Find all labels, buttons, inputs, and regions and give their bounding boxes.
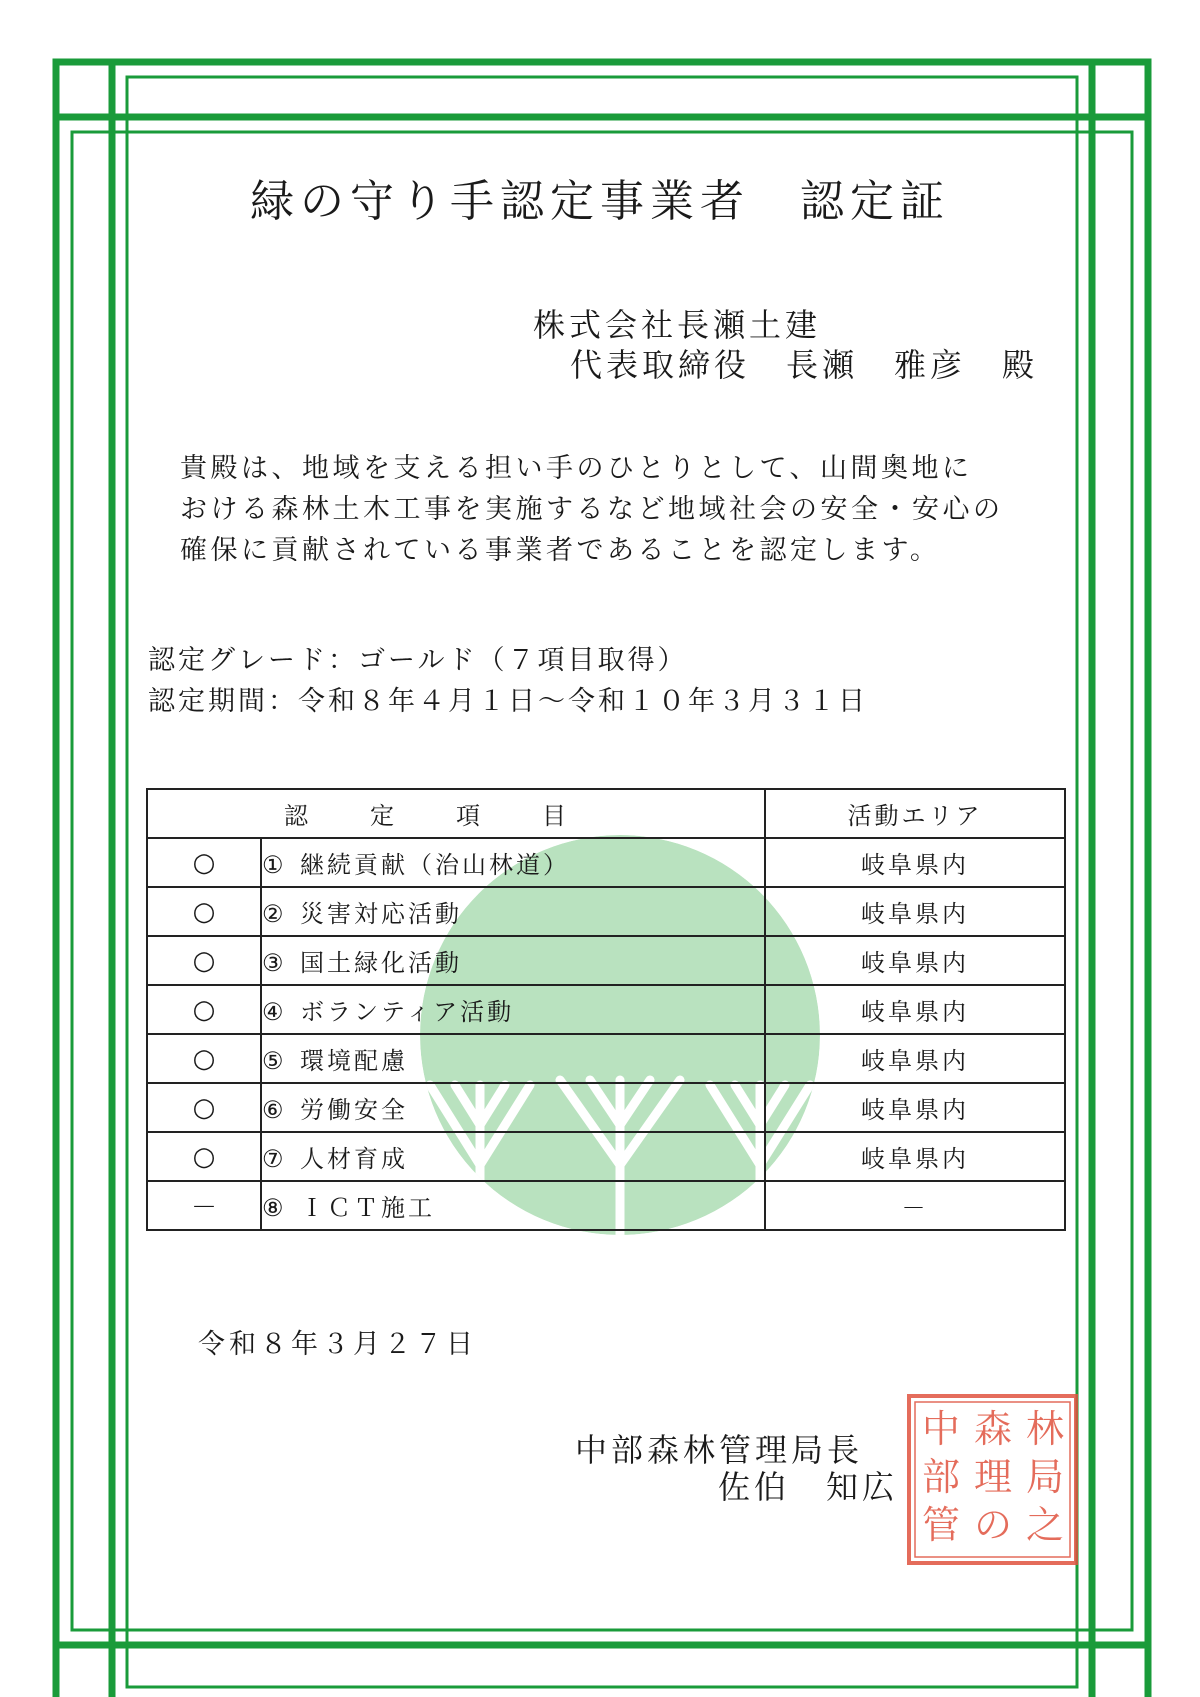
svg-text:中: 中 [921, 1407, 961, 1451]
item-name: 災害対応活動 [300, 900, 462, 928]
table-row [147, 985, 1065, 1034]
table-row [147, 936, 1065, 985]
table-row [147, 1083, 1065, 1132]
item-mark: ○ [147, 1034, 261, 1083]
issue-date: 令和８年３月２７日 [198, 1329, 477, 1360]
item-area: 岐阜県内 [765, 887, 1065, 936]
item-name-cell [261, 1083, 765, 1132]
item-name-cell [261, 1181, 765, 1230]
item-number: ④ [262, 998, 287, 1026]
item-area: 岐阜県内 [765, 936, 1065, 985]
svg-text:之: 之 [1025, 1503, 1065, 1547]
item-area: 岐阜県内 [765, 1132, 1065, 1181]
item-mark: ○ [147, 838, 261, 887]
item-area: 岐阜県内 [765, 1083, 1065, 1132]
item-area: 岐阜県内 [765, 838, 1065, 887]
item-number: ⑦ [262, 1145, 287, 1173]
item-name: 環境配慮 [300, 1047, 408, 1075]
item-name: ボランティア活動 [300, 998, 515, 1026]
table-header-row [147, 789, 1065, 838]
item-name-cell [261, 838, 765, 887]
statement-line: 貴殿は、地域を支える担い手のひとりとして、山間奥地に [180, 453, 973, 484]
item-name: 国土緑化活動 [300, 949, 462, 977]
item-number: ③ [262, 949, 287, 977]
table-row [147, 838, 1065, 887]
item-name-cell [261, 936, 765, 985]
item-mark: ○ [147, 985, 261, 1034]
certification-statement [180, 448, 1070, 571]
item-mark: － [147, 1181, 261, 1230]
statement-line: おける森林土木工事を実施するなど地域社会の安全・安心の [180, 494, 1004, 525]
svg-text:理: 理 [973, 1455, 1013, 1499]
item-number: ① [262, 851, 287, 879]
certificate-title: 緑の守り手認定事業者 認定証 [250, 176, 950, 227]
certification-items-table [146, 788, 1066, 1231]
svg-text:の: の [973, 1503, 1013, 1547]
statement-line: 確保に貢献されている事業者であることを認定します。 [180, 535, 941, 566]
item-area: 岐阜県内 [765, 985, 1065, 1034]
table-row [147, 1181, 1065, 1230]
table-row [147, 1132, 1065, 1181]
item-name-cell [261, 985, 765, 1034]
certification-period: 認定期間：令和８年４月１日～令和１０年３月３１日 [148, 686, 868, 717]
item-mark: ○ [147, 887, 261, 936]
issuer-title: 中部森林管理局長 [575, 1431, 864, 1469]
item-number: ⑥ [262, 1096, 287, 1124]
svg-text:管: 管 [921, 1503, 961, 1547]
svg-text:林: 林 [1025, 1407, 1065, 1451]
item-name: ＩＣＴ施工 [300, 1194, 435, 1222]
certification-grade: 認定グレード：ゴールド（７項目取得） [148, 645, 688, 676]
item-mark: ○ [147, 1083, 261, 1132]
header-activity-area: 活動エリア [765, 789, 1065, 838]
item-mark: ○ [147, 1132, 261, 1181]
item-number: ⑤ [262, 1047, 287, 1075]
item-number: ⑧ [262, 1194, 287, 1222]
official-seal-stamp [905, 1392, 1080, 1567]
svg-text:局: 局 [1025, 1455, 1065, 1499]
item-number: ② [262, 900, 287, 928]
header-certification-items: 認定項目 [147, 789, 765, 838]
table-row [147, 1034, 1065, 1083]
table-row [147, 887, 1065, 936]
item-name-cell [261, 1034, 765, 1083]
item-area: 岐阜県内 [765, 1034, 1065, 1083]
recipient-name: 代表取締役 長瀬 雅彦 殿 [570, 346, 1039, 384]
item-name: 労働安全 [300, 1096, 408, 1124]
item-mark: ○ [147, 936, 261, 985]
svg-text:部: 部 [921, 1455, 961, 1499]
item-name: 人材育成 [300, 1145, 408, 1173]
item-name-cell [261, 1132, 765, 1181]
issuer-name: 佐伯 知広 [718, 1468, 899, 1506]
item-name-cell [261, 887, 765, 936]
item-area: － [765, 1181, 1065, 1230]
recipient-company: 株式会社長瀬土建 [533, 306, 822, 344]
item-name: 継続貢献（治山林道） [300, 851, 570, 879]
svg-text:森: 森 [973, 1407, 1013, 1451]
